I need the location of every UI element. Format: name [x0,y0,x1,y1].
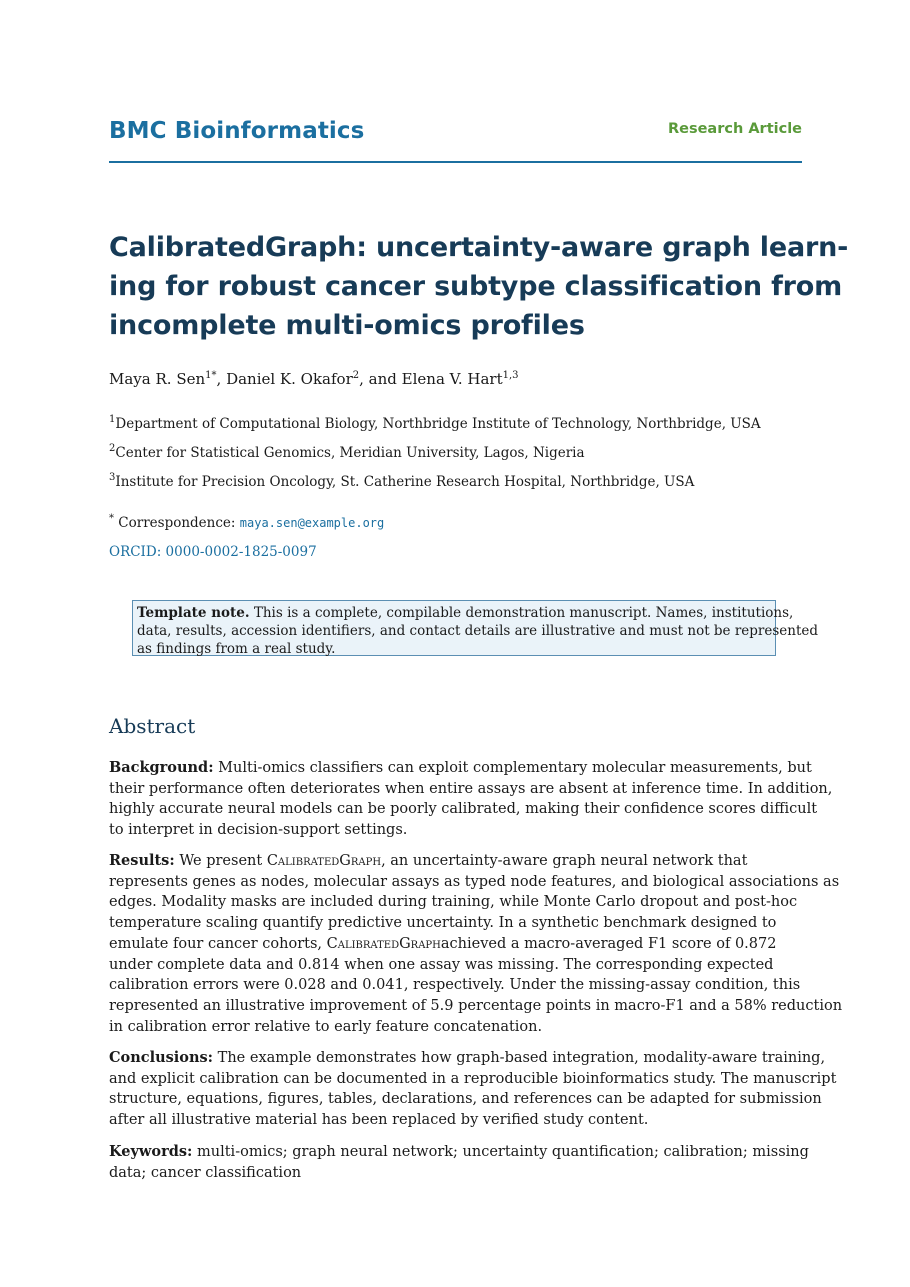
correspondence-email-link[interactable]: maya.sen@example.org [239,516,385,530]
title-line: CalibratedGraph: uncertainty-aware graph learn- [109,232,849,263]
author-affil-marker: 1* [205,370,217,381]
template-note-label: Template note. [137,605,250,621]
method-name: CalibratedGraph [326,935,441,952]
title-line: incomplete multi-omics profiles [109,310,585,341]
method-name: CalibratedGraph [266,853,382,869]
journal-name: BMC Bioinformatics [109,118,365,144]
affiliation: $^3$Institute for Precision Oncology, St. Catherine Research Hospital, Northbridge, USA [109,472,695,490]
orcid-link[interactable]: ORCID: 0000-0002-1825-0097 [109,544,317,560]
author-affil-marker: 2 [352,370,360,381]
title-line: ing for robust cancer subtype classification from [109,271,843,302]
template-note-box: Template note. This is a complete, compilable demonstration manuscript. Names, institutions, data, results, accession identifiers, and contact details are illustrative and must not be represented as findings from a real study. [132,600,776,656]
author-name: Daniel K. Okafor [226,370,353,388]
author-name: Maya R. Sen [109,370,206,388]
header-rule [109,161,802,163]
abstract-heading: Abstract [109,714,196,738]
abstract-background: Background: Multi-omics classifiers can exploit complementary molecular measurements, but their performance often deteriorates when entire assays are absent at inference time. In addition, highly accurate neural models can be poorly calibrated, making their confidence scores difficult to interpret in decision-support settings. [109,759,833,839]
affiliation: $^1$Department of Computational Biology, Northbridge Institute of Technology, Northbridge, USA [109,414,761,432]
correspondence: * Correspondence: maya.sen@example.org [109,513,385,531]
author-affil-marker: 1,3 [502,370,519,381]
abstract-results: Results: We present CalibratedGraph, an uncertainty-aware graph neural network that represents genes as nodes, molecular assays as typed node features, and biological associations as edges. Modality masks are included during training, while Monte Carlo dropout and post-hoc temperature scaling quantify predictive uncertainty. In a synthetic benchmark designed to emulate four cancer cohorts, CalibratedGraphachieved a macro-averaged F1 score of 0.872 under complete data and 0.814 when one assay was missing. The corresponding expected calibration errors were 0.028 and 0.041, respectively. Under the missing-assay condition, this represented an illustrative improvement of 5.9 percentage points in macro-F1 and a 58% reduction in calibration error relative to early feature concatenation. [109,852,843,1035]
keywords: Keywords: multi-omics; graph neural network; uncertainty quantification; calibration; missing data; cancer classification [109,1143,809,1181]
article-type-label: Research Article [667,121,802,137]
affiliation: $^2$Center for Statistical Genomics, Meridian University, Lagos, Nigeria [109,443,585,461]
author-name: Elena V. Hart [401,370,503,388]
article-title [109,228,849,345]
abstract-conclusions: Conclusions: The example demonstrates how graph-based integration, modality-aware training, and explicit calibration can be documented in a reproducible bioinformatics study. The manuscript structure, equations, figures, tables, declarations, and references can be adapted for submission after all illustrative material has been replaced by verified study content. [109,1049,837,1129]
author-list: Maya R. Sen$^{1*}$, Daniel K. Okafor$^2$, and Elena V. Hart$^{1,3}$ [109,370,519,388]
